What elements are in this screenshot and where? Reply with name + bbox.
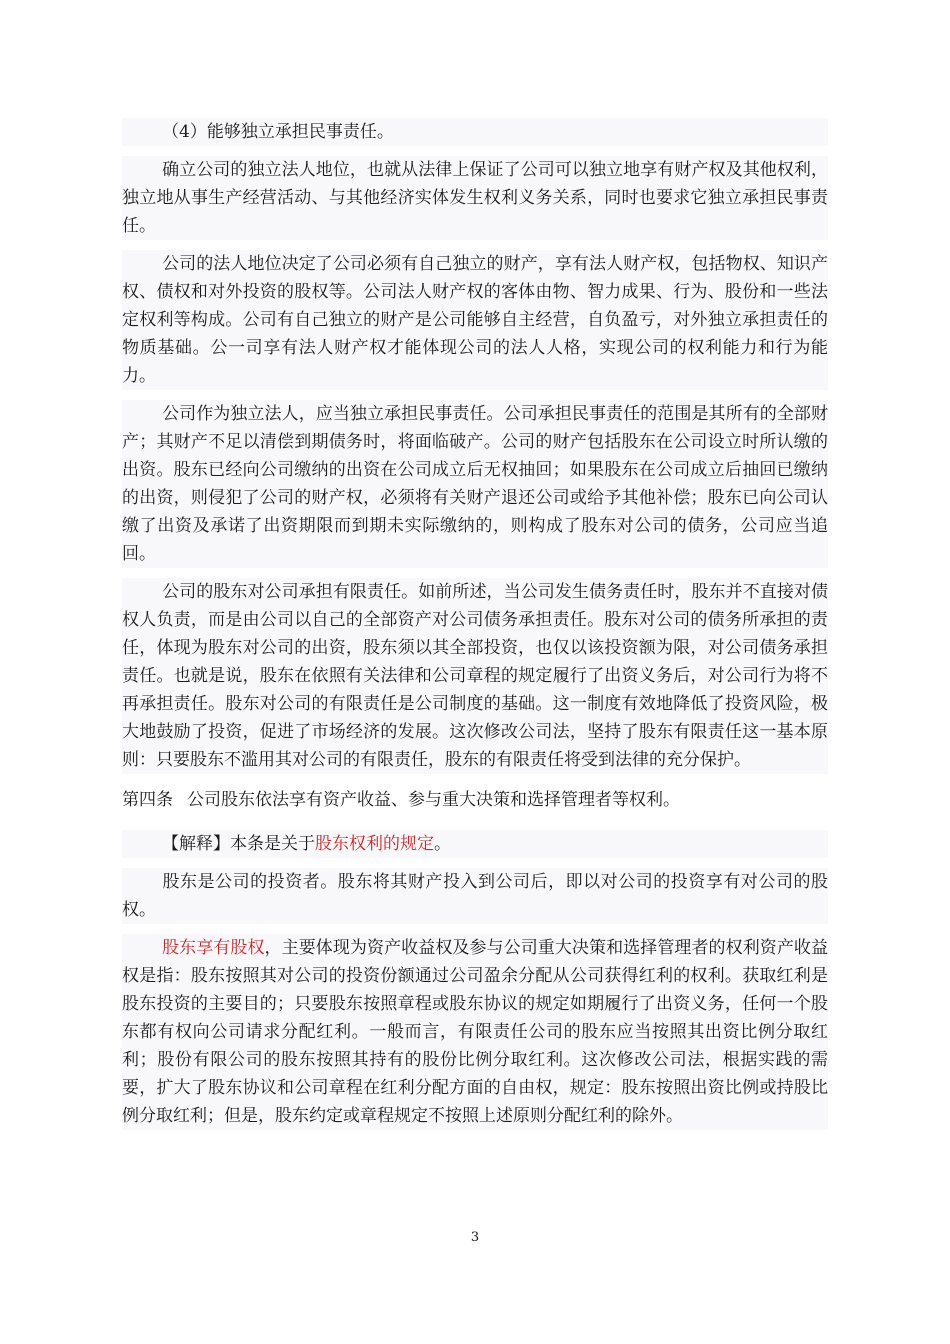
paragraph-7 bbox=[122, 934, 828, 1130]
paragraph-2-text: 确立公司的独立法人地位，也就从法律上保证了公司可以独立地享有财产权及其他权利，独立地从事生产经营活动、与其他经济实体发生权利义务关系，同时也要求它独立承担民事责任。 bbox=[122, 160, 828, 236]
paragraph-5-text: 公司的股东对公司承担有限责任。如前所述，当公司发生债务责任时，股东并不直接对债权人负责，而是由公司以自己的全部资产对公司债务承担责任。股东对公司的债务所承担的责任，体现为股东对公司的出资，股东须以其全部投资，也仅以该投资额为限，对公司债务承担责任。也就是说，股东在依照有关法律和公司章程的规定履行了出资义务后，对公司行为将不再承担责任。股东对公司的有限责任是公司制度的基础。这一制度有效地降低了投资风险，极大地鼓励了投资，促进了市场经济的发展。这次修改公司法，坚持了股东有限责任这一基本原则：只要股东不滥用其对公司的有限责任，股东的有限责任将受到法律的充分保护。 bbox=[122, 582, 828, 770]
paragraph-1 bbox=[122, 118, 828, 146]
page-number: 3 bbox=[470, 1230, 480, 1245]
article-heading bbox=[122, 784, 828, 816]
paragraph-6 bbox=[122, 868, 828, 924]
paragraph-3-text: 公司的法人地位决定了公司必须有自己独立的财产，享有法人财产权，包括物权、知识产权、债权和对外投资的股权等。公司法人财产权的客体由物、智力成果、行为、股份和一些法定权利等构成。公司有自己独立的财产是公司能够自主经营，自负盈亏，对外独立承担责任的物质基础。公一司享有法人财产权才能体现公司的法人人格，实现公司的权利能力和行为能力。 bbox=[122, 254, 828, 386]
explanation-paragraph bbox=[122, 830, 828, 858]
page-content bbox=[122, 118, 828, 1140]
paragraph-1-text: （4）能够独立承担民事责任。 bbox=[162, 122, 394, 142]
paragraph-3 bbox=[122, 250, 828, 390]
paragraph-2 bbox=[122, 156, 828, 240]
explanation-suffix: 。 bbox=[434, 834, 451, 854]
explanation-highlight: 股东权利的规定 bbox=[315, 834, 434, 854]
article-number: 第四条 bbox=[122, 790, 173, 810]
paragraph-5 bbox=[122, 578, 828, 774]
paragraph-4-text: 公司作为独立法人，应当独立承担民事责任。公司承担民事责任的范围是其所有的全部财产；其财产不足以清偿到期债务时，将面临破产。公司的财产包括股东在公司设立时所认缴的出资。股东已经向公司缴纳的出资在公司成立后无权抽回；如果股东在公司成立后抽回已缴纳的出资，则侵犯了公司的财产权，必须将有关财产退还公司或给予其他补偿；股东已向公司认缴了出资及承诺了出资期限而到期未实际缴纳的，则构成了股东对公司的债务，公司应当追回。 bbox=[122, 404, 828, 564]
paragraph-7-text: ，主要体现为资产收益权及参与公司重大决策和选择管理者的权利资产收益权是指：股东按照其对公司的投资份额通过公司盈余分配从公司获得红利的权利。获取红利是股东投资的主要目的；只要股东按照章程或股东协议的规定如期履行了出资义务，任何一个股东都有权向公司请求分配红利。一般而言，有限责任公司的股东应当按照其出资比例分取红利；股份有限公司的股东按照其持有的股份比例分取红利。这次修改公司法，根据实践的需要，扩大了股东协议和公司章程在红利分配方面的自由权，规定：股东按照出资比例或持股比例分取红利；但是，股东约定或章程规定不按照上述原则分配红利的除外。 bbox=[122, 938, 829, 1126]
paragraph-4 bbox=[122, 400, 828, 568]
explanation-prefix: 【解释】本条是关于 bbox=[162, 834, 315, 854]
article-text: 公司股东依法享有资产收益、参与重大决策和选择管理者等权利。 bbox=[187, 790, 680, 810]
paragraph-6-text: 股东是公司的投资者。股东将其财产投入到公司后，即以对公司的投资享有对公司的股权。 bbox=[122, 872, 828, 920]
paragraph-7-highlight: 股东享有股权 bbox=[162, 938, 265, 958]
